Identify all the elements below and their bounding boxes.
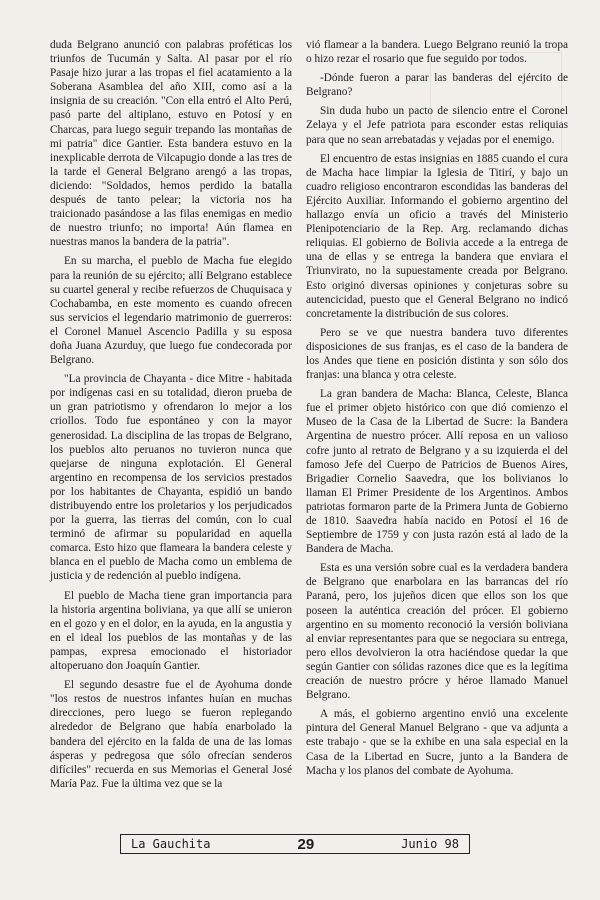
paragraph: Esta es una versión sobre cual es la verdadera bandera de Belgrano que enarbolara en las barrancas del río Paraná, pero, los jujeños dicen que ellos son los que poseen la auténtica creación del prócer. El gobierno argentino en su momento reconoció la versión boliviana al enviar representantes para que se negociara su entrega, pero ellos devolvieron la otra haciéndose quedar la que según Gantier con sólidas razones dice que es la legítima creación de nuestro prócre y héroe llamado Manuel Belgrano. [306,562,568,702]
paragraph: vió flamear a la bandera. Luego Belgrano reunió la tropa o hizo rezar el rosario que fue seguido por todos. [306,39,568,66]
paragraph: La gran bandera de Macha: Blanca, Celeste, Blanca fue el primer objeto histórico con que dió comienzo el Museo de la Casa de la Libertad de Sucre: la Bandera Argentina de nuestro prócer. Allí reposa en un valioso cofre junto al retrato de Belgrano y a su izquierda el del famoso Jefe del Cuerpo de Patricios de Buenos Aires, Brigadier Cornelio Saavedra, que los bolivianos lo llaman El Primer Presidente de los Argentinos. Ambos patriotas formaron parte de la Primera Junta de Gobierno de 1810. Saavedra había nacido en Potosí el 16 de Septiembre de 1759 y con justa razón está al lado de la Bandera de Macha. [306,388,568,556]
page-number: 29 [297,835,315,853]
page-footer [120,834,470,854]
paragraph: El pueblo de Macha tiene gran importancia para la historia argentina boliviana, ya que allí se unieron en el gozo y en el dolor, en la ayuda, en la angustia y en el ideal los pueblos de las montañas y de las pampas, expresa emocionado el historiador altoperuano don Joaquín Gantier. [50,589,292,673]
paragraph: -Dónde fueron a parar las banderas del ejército de Belgrano? [306,72,568,99]
paragraph: Pero se ve que nuestra bandera tuvo diferentes disposiciones de sus franjas, es el caso de la bandera de los Andes que tiene en posición distinta y son sólo dos franjas: una blanca y otra celeste. [306,326,568,382]
publication-name: La Gauchita [131,837,211,851]
paragraph: El segundo desastre fue el de Ayohuma donde "los restos de nuestros infantes huían en muchas direcciones, pero luego se fueron replegando alrededor de Belgrano que había enarbolado la bandera del ejército en la falda de una de las lomas ásperas y pedregosa que sólo ofrecían senderos difíciles" recuerda en sus Memorias el General José María Paz. Fue la última vez que se la [50,679,292,790]
paragraph: Sin duda hubo un pacto de silencio entre el Coronel Zelaya y el Jefe patriota para esconder estas reliquias para que no sean arrebatadas y vejadas por el enemigo. [306,105,568,146]
left-column [50,38,292,796]
right-column [306,38,568,783]
paragraph: El encuentro de estas insignias en 1885 cuando el cura de Macha hace limpiar la Iglesia de Titirí, y bajo un cuadro religioso encontraron escondidas las banderas del Ejército Auxiliar. Informando el gobierno argentino del hallazgo envía un oficio a través del Ministerio Plenipotenciario de la Rep. Arg. reclamando dichas reliquias. El gobierno de Bolivia accede a la entrega de una de ellas y se entrega la bandera que enviara el Triunvirato, no la supuestamente creada por Belgrano. Esto originó diversas opiniones y conjeturas sobre su autencicidad, puesto que el General Belgrano no indicó concretamente la distribución de sus colores. [306,152,568,320]
paragraph: "La provincia de Chayanta - dice Mitre - habitada por indígenas casi en su totalidad, dieron prueba de un gran patriotismo y ofrendaron lo mejor a los criollos. Todo fue espontáneo y con la mayor generosidad. La disciplina de las tropas de Belgrano, los pueblos alto peruanos no tuvieron nunca que quejarse de ninguna explotación. El General argentino en recompensa de los servicios prestados por los habitantes de Chayanta, espidió un bando distribuyendo entre los proletarios y los perjudicados por la guerra, las tierras del común, con lo cual terminó de afirmar su popularidad en aquella comarca. Esto hizo que flameara la bandera celeste y blanca en el pueblo de Macha como un emblema de justicia y de redención al pueblo indígena. [50,373,292,583]
paragraph: En su marcha, el pueblo de Macha fue elegido para la reunión de su ejército; allí Belgrano establece su cuartel general y recibe refuerzos de Chuquisaca y Cochabamba, en este momento es cuando ofrecen sus servicios el legendario matrimonio de guerreros: el Coronel Manuel Ascencio Padilla y su esposa doña Juana Azurduy, que luego fue condecorada por Belgrano. [50,255,292,367]
paragraph: duda Belgrano anunció con palabras proféticas los triunfos de Tucumán y Salta. Al pasar por el río Pasaje hizo jurar a las tropas el fiel acatamiento a la Soberana Asamblea del año XIII, como así a la insignia de su creación. "Con ella entró el Alto Perú, pasó parte del altiplano, estuvo en Potosí y en Charcas, para luego seguir trepando las montañas de mi patria" dice Gantier. Esta bandera estuvo en la inexplicable derrota de Vilcapugio donde a las tres de la tarde el General Belgrano arengó a las tropas, diciendo: "Soldados, hemos perdido la batalla después de tanto pelear; la victoria nos ha traicionado pasándose a las filas enemigas en medio de nuestro triunfo; no importa! Aún flamea en nuestras manos la bandera de la patria". [50,39,292,249]
paragraph: A más, el gobierno argentino envió una excelente pintura del General Manuel Belgrano - que va adjunta a este trabajo - que se la exhibe en una sala especial en la Casa de la Libertad en Sucre, junto a la Bandera de Macha y los planos del combate de Ayohuma. [306,708,568,777]
issue-date: Junio 98 [401,837,459,851]
